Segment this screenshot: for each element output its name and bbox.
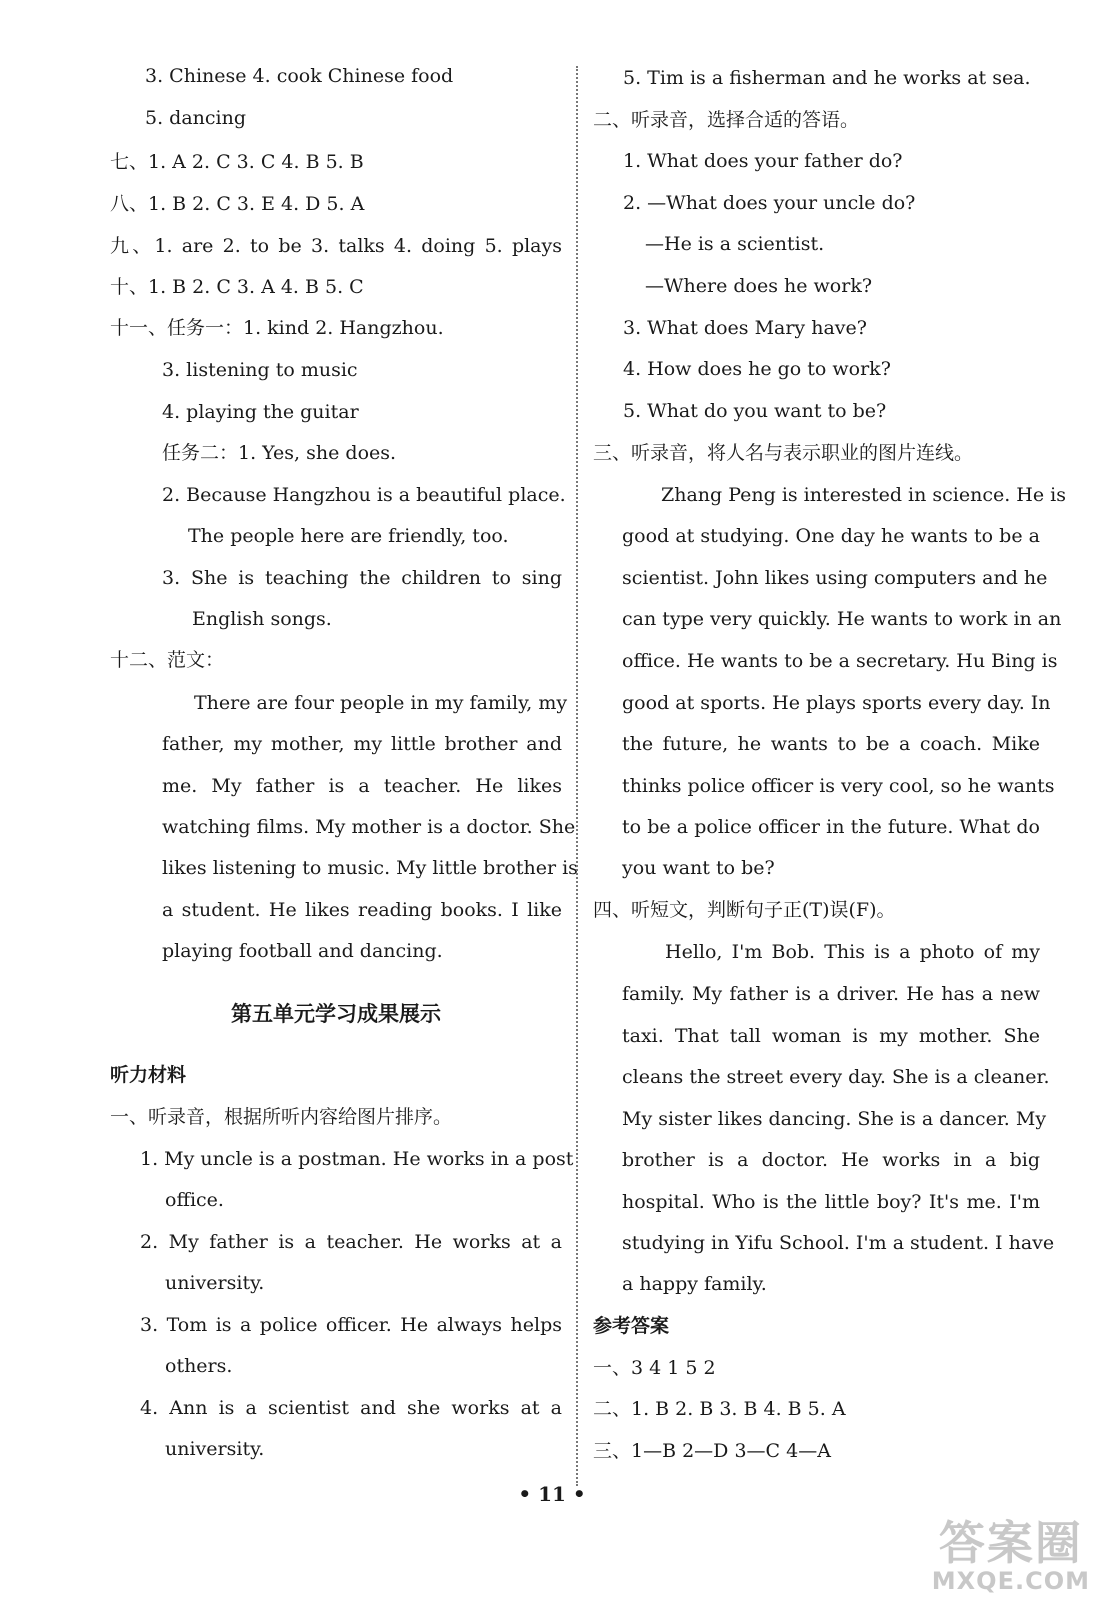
text-line: hospital. Who is the little boy? It's me. I'm bbox=[622, 1191, 1040, 1213]
watermark-logo bbox=[932, 1518, 1090, 1594]
text-line: likes listening to music. My little brother is bbox=[162, 857, 578, 879]
text-line: others. bbox=[165, 1355, 233, 1377]
section-heading: 参考答案 bbox=[593, 1315, 670, 1337]
text-line: 2. My father is a teacher. He works at a bbox=[140, 1231, 562, 1253]
text-line: 二、听录音，选择合适的答语。 bbox=[593, 109, 860, 131]
watermark-site-text: MXQE.COM bbox=[931, 1567, 1090, 1595]
text-line: 七、1. A 2. C 3. C 4. B 5. B bbox=[110, 151, 364, 173]
text-line: 3. Tom is a police officer. He always helps bbox=[140, 1314, 562, 1336]
text-line: 1. My uncle is a postman. He works in a post bbox=[140, 1148, 574, 1170]
text-line: 四、听短文，判断句子正(T)误(F)。 bbox=[593, 899, 896, 921]
section-heading: 听力材料 bbox=[110, 1064, 187, 1086]
text-line: 2. Because Hangzhou is a beautiful place. bbox=[162, 484, 566, 506]
text-line: —He is a scientist. bbox=[645, 233, 825, 255]
text-line: a happy family. bbox=[622, 1273, 767, 1295]
text-line: 3. listening to music bbox=[162, 359, 358, 381]
text-line: can type very quickly. He wants to work in an bbox=[622, 608, 1062, 630]
text-line: 3. She is teaching the children to sing bbox=[162, 567, 562, 589]
text-line: university. bbox=[165, 1272, 265, 1294]
text-line: 1. What does your father do? bbox=[623, 150, 903, 172]
text-line: brother is a doctor. He works in a big bbox=[622, 1149, 1040, 1171]
text-line: studying in Yifu School. I'm a student. I have bbox=[622, 1232, 1055, 1254]
text-line: 3. Chinese 4. cook Chinese food bbox=[145, 65, 454, 87]
text-line: 任务二：1. Yes, she does. bbox=[162, 442, 397, 464]
text-line: Hello, I'm Bob. This is a photo of my bbox=[665, 941, 1040, 963]
text-line: 八、1. B 2. C 3. E 4. D 5. A bbox=[110, 193, 365, 215]
text-line: My sister likes dancing. She is a dancer. My bbox=[622, 1108, 1047, 1130]
text-line: father, my mother, my little brother and bbox=[162, 733, 562, 755]
text-line: cleans the street every day. She is a cleaner. bbox=[622, 1066, 1050, 1088]
text-line: English songs. bbox=[192, 608, 332, 630]
text-line: There are four people in my family, my bbox=[194, 692, 568, 714]
text-line: 十、1. B 2. C 3. A 4. B 5. C bbox=[110, 276, 364, 298]
text-line: 一、听录音，根据所听内容给图片排序。 bbox=[110, 1106, 453, 1128]
text-line: 二、1. B 2. B 3. B 4. B 5. A bbox=[593, 1398, 846, 1420]
text-line: scientist. John likes using computers and he bbox=[622, 567, 1048, 589]
page-number: • 11 • bbox=[518, 1482, 586, 1506]
text-line: 4. playing the guitar bbox=[162, 401, 359, 423]
text-line: Zhang Peng is interested in science. He is bbox=[661, 484, 1066, 506]
column-divider bbox=[576, 66, 578, 1486]
text-line: 三、1—B 2—D 3—C 4—A bbox=[593, 1440, 831, 1462]
text-line: family. My father is a driver. He has a new bbox=[622, 983, 1040, 1005]
text-line: 3. What does Mary have? bbox=[623, 317, 867, 339]
text-line: 2. —What does your uncle do? bbox=[623, 192, 916, 214]
text-line: 4. Ann is a scientist and she works at a bbox=[140, 1397, 562, 1419]
text-line: 5. Tim is a fisherman and he works at sea. bbox=[623, 67, 1031, 89]
text-line: you want to be? bbox=[622, 857, 775, 879]
text-line: thinks police officer is very cool, so he wants bbox=[622, 775, 1055, 797]
text-line: 5. dancing bbox=[145, 107, 247, 129]
text-line: watching films. My mother is a doctor. She bbox=[162, 816, 576, 838]
text-line: 5. What do you want to be? bbox=[623, 400, 887, 422]
text-line: good at studying. One day he wants to be a bbox=[622, 525, 1040, 547]
text-line: office. He wants to be a secretary. Hu Bing is bbox=[622, 650, 1058, 672]
watermark-logo-text: 答案圈 bbox=[938, 1516, 1083, 1570]
text-line: 十二、范文： bbox=[110, 649, 225, 671]
text-line: a student. He likes reading books. I like bbox=[162, 899, 562, 921]
text-line: playing football and dancing. bbox=[162, 940, 443, 962]
text-line: —Where does he work? bbox=[645, 275, 873, 297]
text-line: university. bbox=[165, 1438, 265, 1460]
text-line: 4. How does he go to work? bbox=[623, 358, 891, 380]
text-line: 三、听录音，将人名与表示职业的图片连线。 bbox=[593, 442, 974, 464]
text-line: taxi. That tall woman is my mother. She bbox=[622, 1025, 1040, 1047]
text-line: 十一、任务一：1. kind 2. Hangzhou. bbox=[110, 317, 444, 339]
text-line: the future, he wants to be a coach. Mike bbox=[622, 733, 1040, 755]
text-line: The people here are friendly, too. bbox=[188, 525, 509, 547]
text-line: office. bbox=[165, 1189, 224, 1211]
text-line: to be a police officer in the future. What do bbox=[622, 816, 1040, 838]
text-line: 一、3 4 1 5 2 bbox=[593, 1357, 716, 1379]
text-line: me. My father is a teacher. He likes bbox=[162, 775, 562, 797]
text-line: 九、1. are 2. to be 3. talks 4. doing 5. plays bbox=[110, 235, 562, 257]
section-title: 第五单元学习成果展示 bbox=[231, 1001, 441, 1026]
text-line: good at sports. He plays sports every day. In bbox=[622, 692, 1051, 714]
